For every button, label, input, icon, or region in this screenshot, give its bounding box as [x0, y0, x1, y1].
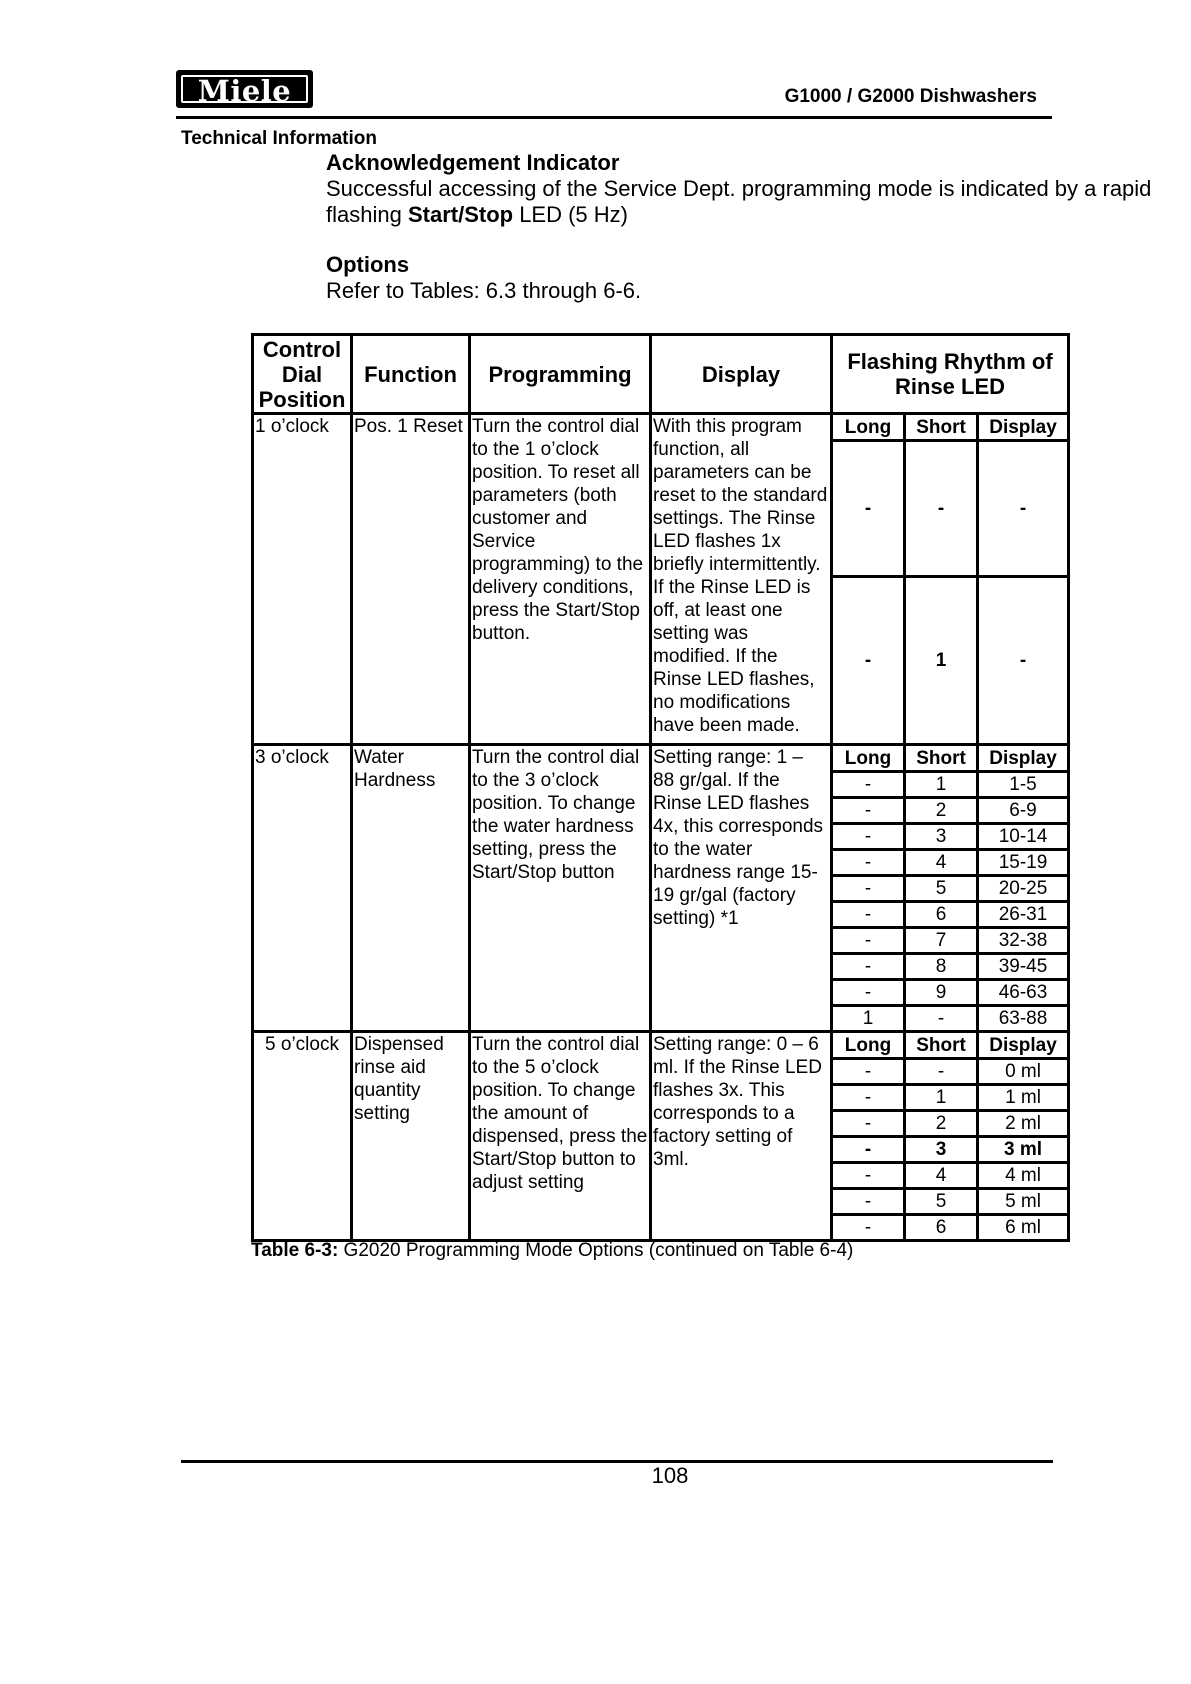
- cell-position: 1 o’clock: [253, 414, 352, 745]
- flash-short: 4: [905, 1163, 978, 1189]
- cell-function: Water Hardness: [352, 745, 470, 1032]
- ack-text-part: flashing: [326, 202, 408, 227]
- cell-function: Dispensed rinse aid quantity setting: [352, 1032, 470, 1241]
- cell-programming: Turn the control dial to the 3 o’clock position. To change the water hardness setting, press the Start/Stop button: [470, 745, 651, 1032]
- flash-long: -: [832, 1085, 905, 1111]
- flash-short: 7: [905, 928, 978, 954]
- subheader-display: Display: [978, 414, 1069, 441]
- miele-logo: [176, 70, 313, 108]
- cell-programming: Turn the control dial to the 1 o’clock position. To reset all parameters (both customer and Service programming) to the delivery conditions, press the Start/Stop button.: [470, 414, 651, 745]
- ack-text-part: LED (5 Hz): [513, 202, 628, 227]
- header-programming: Programming: [470, 335, 651, 414]
- flash-display: 26-31: [978, 902, 1069, 928]
- logo-text: Miele: [181, 75, 308, 103]
- subheader-long: Long: [832, 1032, 905, 1059]
- flash-long: -: [832, 824, 905, 850]
- flash-short: 2: [905, 1111, 978, 1137]
- cell-programming: Turn the control dial to the 5 o’clock position. To change the amount of dispensed, press the Start/Stop button to adjust setting: [470, 1032, 651, 1241]
- programming-options-table: [251, 333, 1070, 1242]
- cell-display: With this program function, all parameters can be reset to the standard settings. The Rinse LED flashes 1x briefly intermittently. If the Rinse LED is off, at least one setting was modified. If the Rinse LED flashes, no modifications have been made.: [651, 414, 832, 745]
- flash-display: 63-88: [978, 1006, 1069, 1032]
- flash-display: -: [978, 577, 1069, 745]
- ack-heading: Acknowledgement Indicator: [326, 150, 620, 175]
- flash-display: 1-5: [978, 772, 1069, 798]
- intro-block: [326, 150, 1186, 304]
- flash-short: 1: [905, 577, 978, 745]
- flash-display: 6 ml: [978, 1215, 1069, 1241]
- flash-long: -: [832, 1215, 905, 1241]
- flash-display: -: [978, 441, 1069, 577]
- flash-long: -: [832, 902, 905, 928]
- flash-long: -: [832, 954, 905, 980]
- options-text: Refer to Tables: 6.3 through 6-6.: [326, 278, 642, 303]
- flash-short: 1: [905, 1085, 978, 1111]
- flash-display: 0 ml: [978, 1059, 1069, 1085]
- subheader-display: Display: [978, 1032, 1069, 1059]
- caption-text: G2020 Programming Mode Options (continued on Table 6-4): [338, 1240, 854, 1261]
- flash-display: 20-25: [978, 876, 1069, 902]
- flash-short: 3: [905, 1137, 978, 1163]
- flash-long: 1: [832, 1006, 905, 1032]
- flash-short: 3: [905, 824, 978, 850]
- flash-short: -: [905, 441, 978, 577]
- flash-short: 8: [905, 954, 978, 980]
- cell-position: 5 o’clock: [253, 1032, 352, 1241]
- cell-display: Setting range: 0 – 6 ml. If the Rinse LED flashes 3x. This corresponds to a factory setting of 3ml.: [651, 1032, 832, 1241]
- header-rule: [176, 116, 1052, 119]
- flash-short: 6: [905, 1215, 978, 1241]
- table-caption: [251, 1240, 853, 1262]
- flash-short: 1: [905, 772, 978, 798]
- flash-long: -: [832, 1163, 905, 1189]
- flash-display: 32-38: [978, 928, 1069, 954]
- flash-display: 1 ml: [978, 1085, 1069, 1111]
- header-position: Control Dial Position: [253, 335, 352, 414]
- flash-long: -: [832, 1189, 905, 1215]
- flash-short: 6: [905, 902, 978, 928]
- flash-display: 3 ml: [978, 1137, 1069, 1163]
- flash-display: 15-19: [978, 850, 1069, 876]
- cell-position: 3 o’clock: [253, 745, 352, 1032]
- flash-display: 46-63: [978, 980, 1069, 1006]
- start-stop-label: Start/Stop: [407, 202, 514, 227]
- flash-long: -: [832, 850, 905, 876]
- flash-short: -: [905, 1059, 978, 1085]
- flash-display: 39-45: [978, 954, 1069, 980]
- options-heading: Options: [326, 252, 410, 277]
- flash-display: 5 ml: [978, 1189, 1069, 1215]
- section-label: Technical Information: [181, 128, 378, 149]
- header-function: Function: [352, 335, 470, 414]
- flash-short: 4: [905, 850, 978, 876]
- flash-long: -: [832, 798, 905, 824]
- subheader-short: Short: [905, 1032, 978, 1059]
- flash-long: -: [832, 1137, 905, 1163]
- subheader-short: Short: [905, 414, 978, 441]
- subheader-long: Long: [832, 745, 905, 772]
- cell-function: Pos. 1 Reset: [352, 414, 470, 745]
- table-row: [253, 414, 1069, 441]
- page-number: 108: [651, 1463, 689, 1488]
- flash-long: -: [832, 577, 905, 745]
- subheader-long: Long: [832, 414, 905, 441]
- flash-short: 9: [905, 980, 978, 1006]
- flash-short: 2: [905, 798, 978, 824]
- flash-long: -: [832, 441, 905, 577]
- flash-short: -: [905, 1006, 978, 1032]
- subheader-display: Display: [978, 745, 1069, 772]
- flash-display: 10-14: [978, 824, 1069, 850]
- flash-long: -: [832, 772, 905, 798]
- table-row: [253, 745, 1069, 772]
- table-header-row: [253, 335, 1069, 414]
- flash-long: -: [832, 1111, 905, 1137]
- flash-long: -: [832, 928, 905, 954]
- document-title: G1000 / G2000 Dishwashers: [784, 86, 1037, 107]
- header-flashing-rhythm: Flashing Rhythm of Rinse LED: [832, 335, 1069, 414]
- flash-display: 4 ml: [978, 1163, 1069, 1189]
- flash-short: 5: [905, 876, 978, 902]
- flash-long: -: [832, 980, 905, 1006]
- flash-display: 6-9: [978, 798, 1069, 824]
- flash-short: 5: [905, 1189, 978, 1215]
- subheader-short: Short: [905, 745, 978, 772]
- flash-long: -: [832, 876, 905, 902]
- header-display: Display: [651, 335, 832, 414]
- table-row: [253, 1032, 1069, 1059]
- caption-label: Table 6-3:: [251, 1240, 339, 1261]
- flash-long: -: [832, 1059, 905, 1085]
- cell-display: Setting range: 1 – 88 gr/gal. If the Rinse LED flashes 4x, this corresponds to the water hardness range 15-19 gr/gal (factory setting) *1: [651, 745, 832, 1032]
- ack-text-line-1: Successful accessing of the Service Dept. programming mode is indicated by a rapid: [326, 176, 1152, 201]
- flash-display: 2 ml: [978, 1111, 1069, 1137]
- ack-text-line-2: [326, 202, 1186, 228]
